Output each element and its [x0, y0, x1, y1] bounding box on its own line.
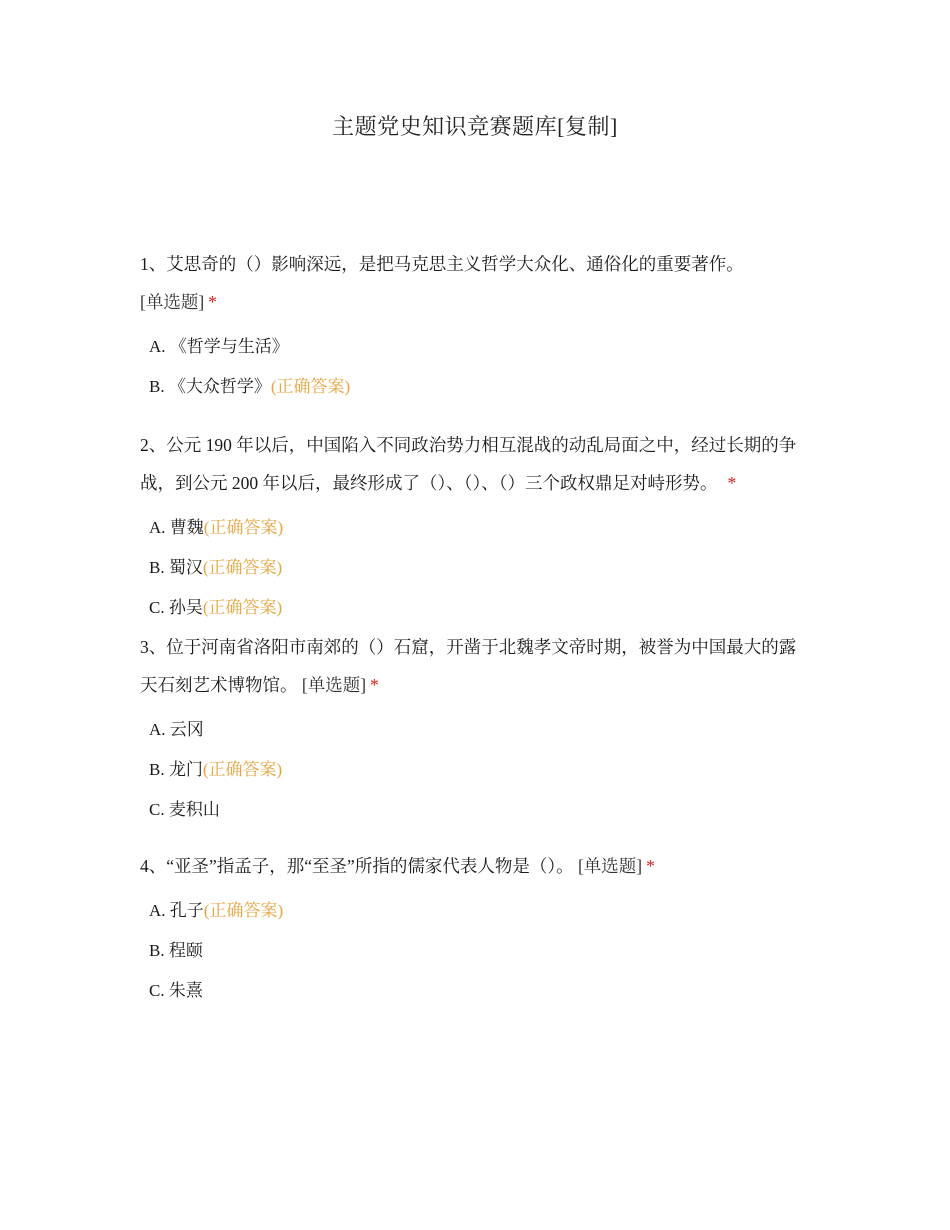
correct-answer-mark: (正确答案) — [202, 558, 283, 577]
correct-answer-mark: (正确答案) — [202, 598, 283, 617]
option-list — [140, 710, 810, 830]
option-label: C. 朱熹 — [149, 981, 203, 1000]
option-label: A. 《哲学与生活》 — [149, 337, 289, 356]
question-list — [140, 245, 810, 1011]
question-stem: 2、公元 190 年以后，中国陷入不同政治势力相互混战的动乱局面之中，经过长期的争战，到公元 200 年以后，最终形成了（）、（）、（）三个政权鼎足对峙形势。 — [140, 435, 797, 493]
option-list — [140, 508, 810, 628]
question-text — [140, 245, 810, 321]
question-4 — [140, 847, 810, 1011]
option-label: B. 蜀汉 — [149, 558, 203, 577]
option-list — [140, 891, 810, 1011]
required-asterisk: * — [727, 473, 737, 493]
option-label: B. 《大众哲学》 — [149, 377, 271, 396]
option-label: A. 云冈 — [149, 720, 204, 739]
option-a[interactable] — [149, 710, 810, 750]
correct-answer-mark: (正确答案) — [202, 760, 283, 779]
question-type-label: [单选题] — [301, 675, 367, 695]
option-b[interactable] — [149, 931, 810, 971]
correct-answer-mark: (正确答案) — [270, 377, 351, 396]
question-stem: 3、位于河南省洛阳市南郊的（）石窟，开凿于北魏孝文帝时期，被誉为中国最大的露天石刻艺术博物馆。 — [140, 637, 797, 695]
option-label: C. 孙吴 — [149, 598, 203, 617]
required-asterisk: * — [208, 292, 217, 312]
option-a[interactable] — [149, 891, 810, 931]
option-b[interactable] — [149, 548, 810, 588]
option-a[interactable] — [149, 327, 810, 367]
option-c[interactable] — [149, 790, 810, 830]
question-text — [140, 847, 810, 885]
option-c[interactable] — [149, 588, 810, 628]
question-stem: 1、艾思奇的（）影响深远，是把马克思主义哲学大众化、通俗化的重要著作。 — [140, 254, 744, 274]
option-label: B. 龙门 — [149, 760, 203, 779]
question-text — [140, 426, 810, 502]
correct-answer-mark: (正确答案) — [203, 518, 284, 537]
question-2 — [140, 426, 810, 628]
option-label: A. 曹魏 — [149, 518, 204, 537]
option-a[interactable] — [149, 508, 810, 548]
option-label: B. 程颐 — [149, 941, 203, 960]
question-1 — [140, 245, 810, 407]
page-title: 主题党史知识竞赛题库[复制] — [332, 114, 618, 139]
question-type-label: [单选题] — [577, 856, 643, 876]
required-asterisk: * — [646, 856, 655, 876]
question-text — [140, 628, 810, 704]
option-label: C. 麦积山 — [149, 800, 220, 819]
question-type-label: [单选题] — [140, 292, 205, 312]
question-stem: 4、“亚圣”指孟子，那“至圣”所指的儒家代表人物是（）。 — [140, 856, 574, 876]
required-asterisk: * — [370, 675, 379, 695]
correct-answer-mark: (正确答案) — [203, 901, 284, 920]
option-c[interactable] — [149, 971, 810, 1011]
question-3 — [140, 628, 810, 830]
option-b[interactable] — [149, 750, 810, 790]
option-b[interactable] — [149, 367, 810, 407]
option-list — [140, 327, 810, 407]
option-label: A. 孔子 — [149, 901, 204, 920]
